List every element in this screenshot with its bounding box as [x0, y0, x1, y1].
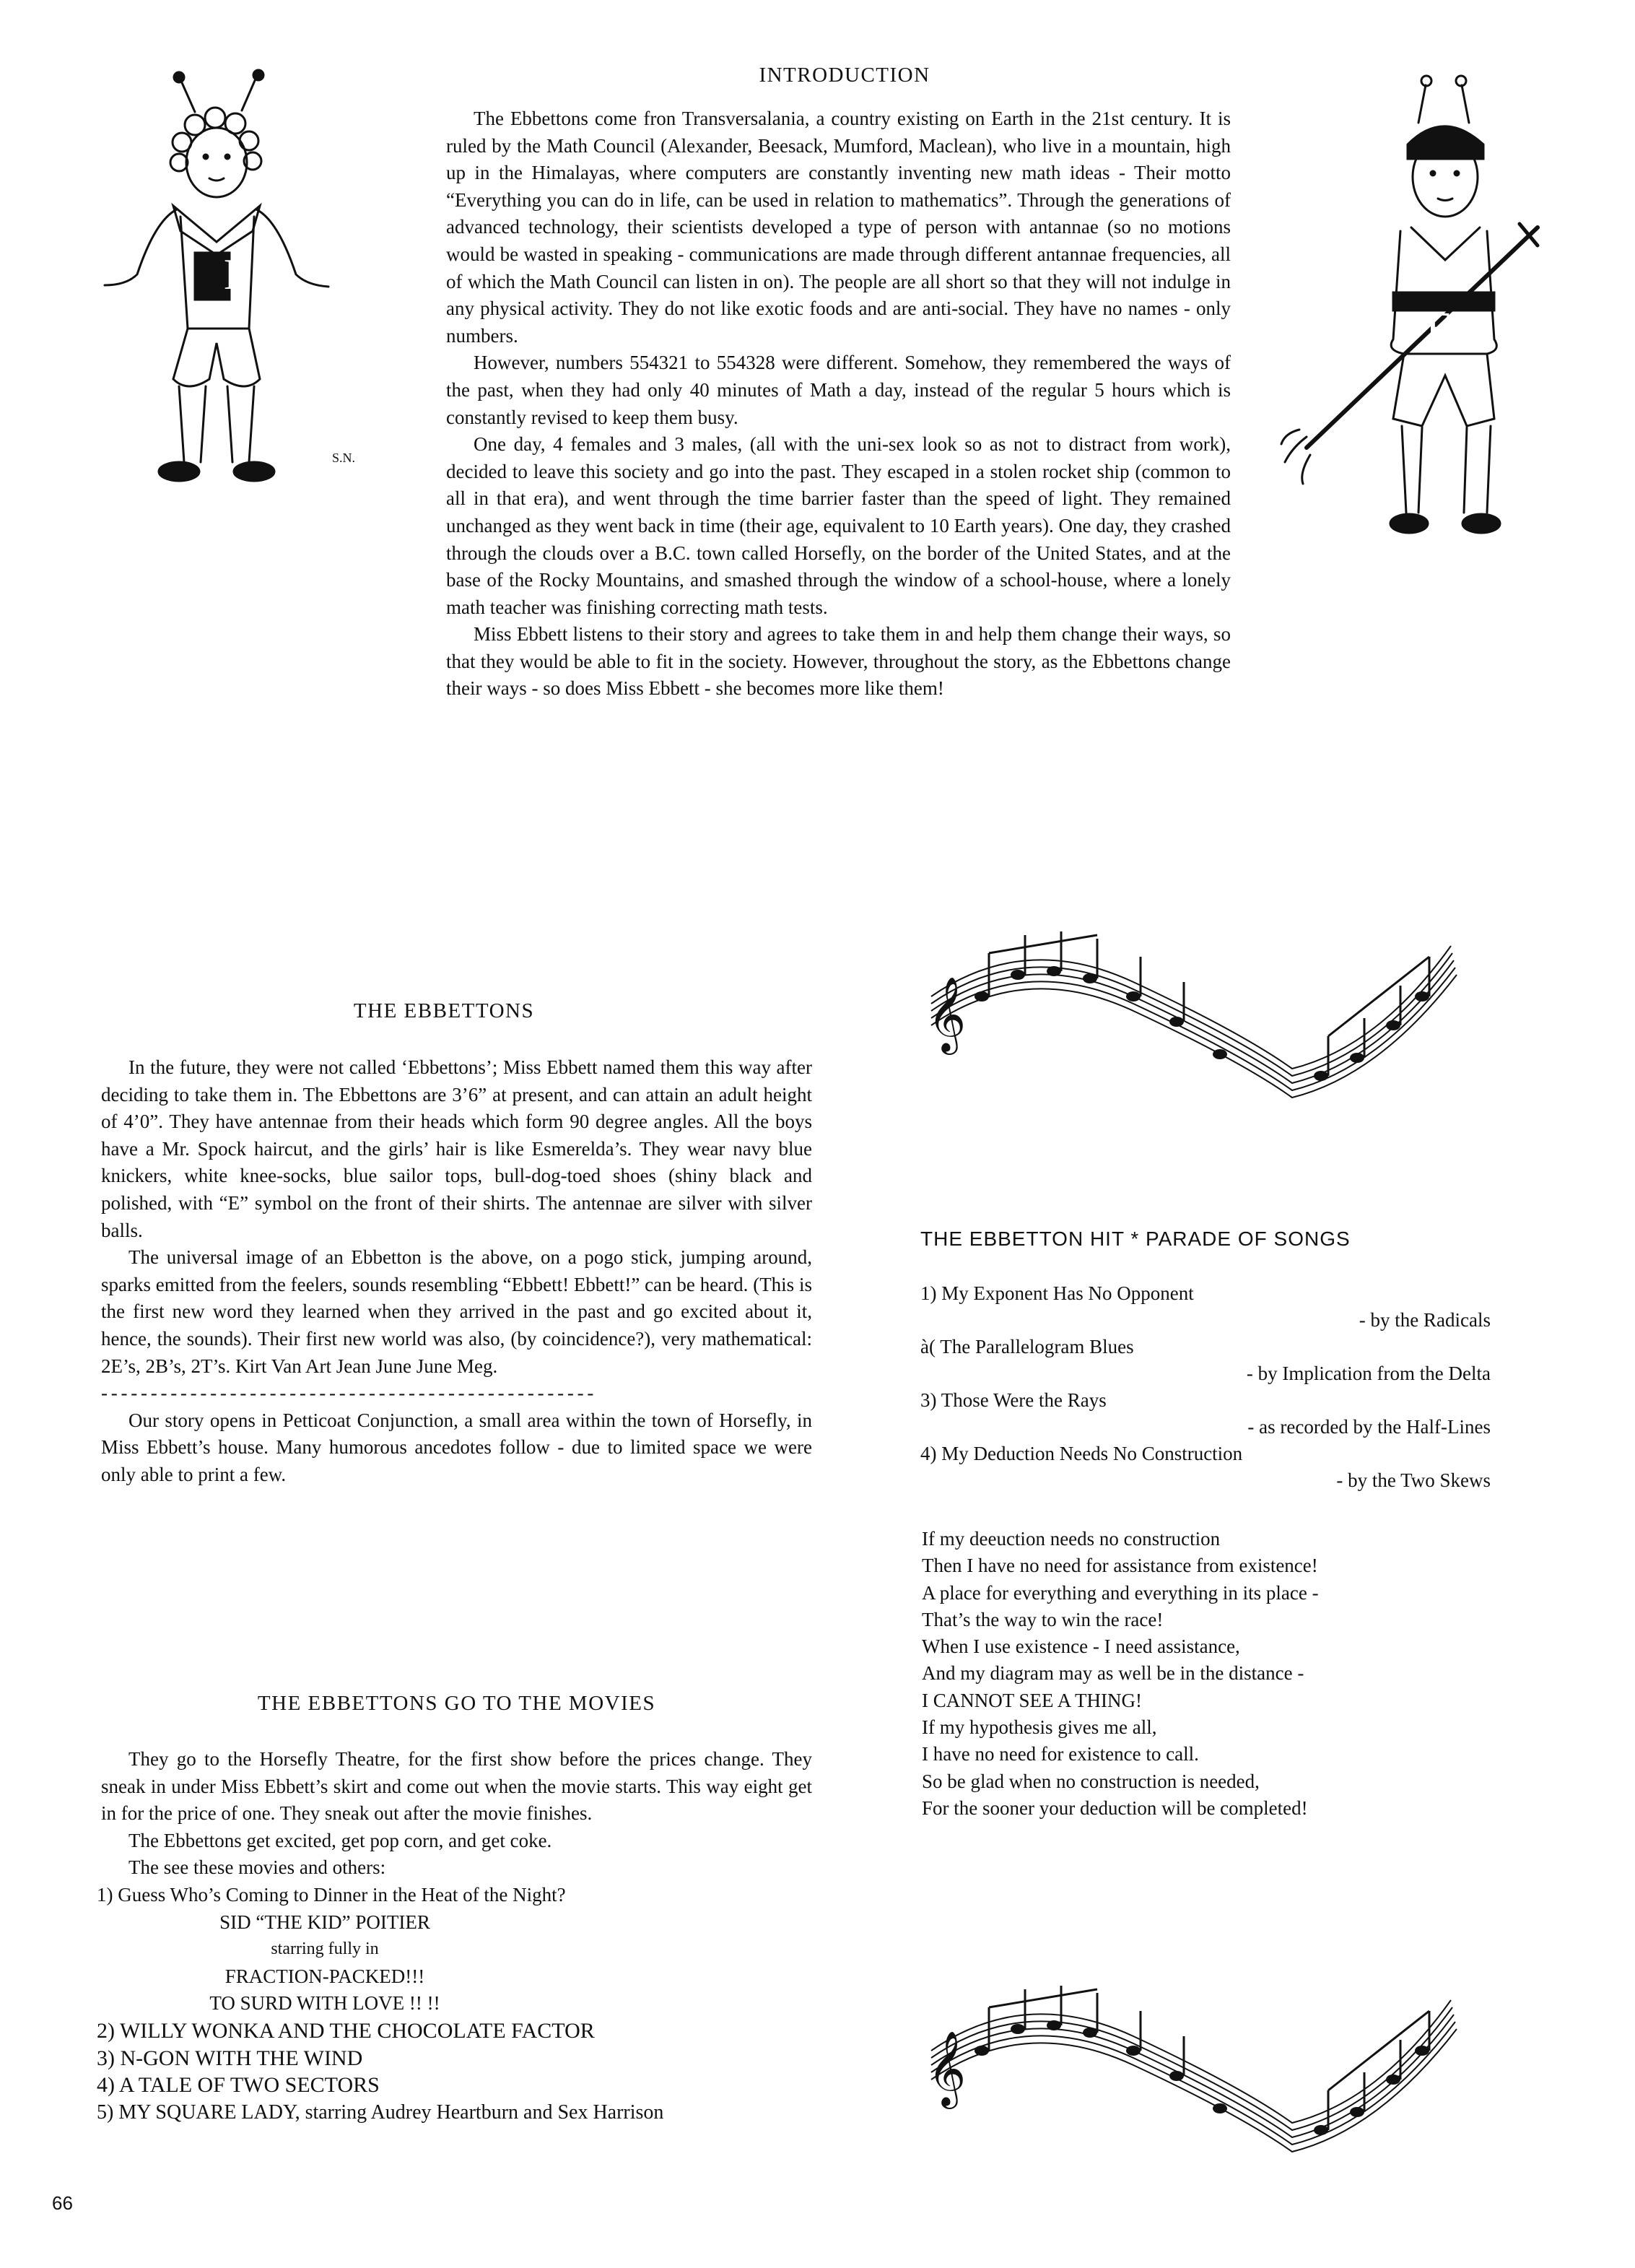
- lyric-line: I CANNOT SEE A THING!: [922, 1689, 1143, 1711]
- ebbettons-body: [101, 1054, 812, 1489]
- lyric-line: I have no need for existence to call.: [922, 1743, 1199, 1765]
- movie-item: 5) MY SQUARE LADY, starring Audrey Heartburn and Sex Harrison: [97, 2100, 664, 2124]
- movie-billing: [101, 1909, 549, 2017]
- introduction-body: [446, 105, 1231, 703]
- boy-chest-letter: E: [1426, 304, 1453, 353]
- music-staff-icon: [917, 1950, 1480, 2159]
- introduction-title: INTRODUCTION: [759, 64, 930, 87]
- lyric-line: Then I have no need for assistance from existence!: [922, 1555, 1318, 1577]
- lyric-line: And my diagram may as well be in the distance -: [922, 1662, 1304, 1685]
- introduction-paragraph: One day, 4 females and 3 males, (all with the uni-sex look so as not to distract from work), decided to leave this society and go into the past. They escaped in a stolen rocket ship (common to all in that era), and went through the time barrier faster than the speed of light. They remained unchanged as they went back in time (their age, equivalent to 10 Earth years). One day, they crashed through the clouds over a B.C. town called Horsefly, on the border of the United States, and at the base of the Rocky Mountains, and smashed through the window of a school-house, where a lonely math teacher was finishing correcting math tests.: [446, 433, 1231, 618]
- dashed-divider: - - - - - - - - - - - - - - - - - - - - - - - - - - - - - - - - - - - - - - - - - - - - - - - - - -: [101, 1382, 593, 1404]
- movies-body: [97, 1746, 812, 2126]
- page-number: 66: [52, 2192, 73, 2214]
- introduction-paragraph: Miss Ebbett listens to their story and agrees to take them in and help them change their ways, so that they would be able to fit in the society. However, throughout the story, as the Ebbettons change their ways - so does Miss Ebbett - she becomes more like them!: [446, 623, 1231, 700]
- song-artist: - by the Two Skews: [1336, 1469, 1491, 1491]
- billing-line: SID “THE KID” POITIER: [219, 1911, 430, 1933]
- introduction-paragraph: However, numbers 554321 to 554328 were different. Somehow, they remembered the ways of the past, when they had only 40 minutes of Math a day, instead of the regular 5 hours which is constantly revised to keep them busy.: [446, 352, 1231, 428]
- ebbettons-paragraph: The universal image of an Ebbetton is the above, on a pogo stick, jumping around, sparks emitted from the feelers, sounds resembling “Ebbett! Ebbett!” can be heard. (This is the first new word they learned when they arrived in the past and go excited about it, hence, the sounds). Their first new world was also, (by coincidence?), very mathematical: 2E’s, 2B’s, 2T’s. Kirt Van Art Jean June June Meg.: [101, 1246, 812, 1377]
- ebbettons-closing: Our story opens in Petticoat Conjunction, a small area within the town of Horsefly, in Miss Ebbett’s house. Many humorous ancedotes follow - due to limited space we were only able to print a few.: [101, 1409, 812, 1485]
- songs-list: [920, 1280, 1491, 1494]
- lyric-line: If my hypothesis gives me all,: [922, 1716, 1157, 1739]
- lyric-line: If my deeuction needs no construction: [922, 1528, 1221, 1550]
- lyric-line: For the sooner your deduction will be completed!: [922, 1796, 1308, 1819]
- song-artist: - by Implication from the Delta: [1246, 1363, 1491, 1384]
- ebbettons-paragraph: In the future, they were not called ‘Ebbettons’; Miss Ebbett named them this way after deciding to take them in. The Ebbettons are 3’6” at present, and can attain an adult height of 4’0”. They have antennae from their heads which form 90 degree angles. All the boys have a Mr. Spock haircut, and the girls’ hair is like Esmerelda’s. They wear navy blue knickers, white knee-socks, blue sailor tops, bull-dog-toed shoes (shiny black and polished, with “E” symbol on the front of their shirts. The antennae are silver with silver balls.: [101, 1056, 812, 1241]
- song-artist: - by the Radicals: [1359, 1309, 1491, 1331]
- song-title: 4) My Deduction Needs No Construction: [920, 1443, 1243, 1464]
- song-lyrics: [922, 1526, 1492, 1822]
- movies-paragraph: They go to the Horsefly Theatre, for the first show before the prices change. They sneak in under Miss Ebbett’s skirt and come out when the movie starts. This way eight get in for the price of one. They sneak out after the movie finishes.: [101, 1748, 812, 1825]
- movies-paragraph: The Ebbettons get excited, get pop corn, and get coke.: [128, 1829, 552, 1851]
- treble-clef-icon: 𝄞: [928, 976, 967, 1052]
- ebbetton-boy-pogo-drawing: [1278, 72, 1545, 570]
- music-staff-icon: [917, 903, 1480, 1105]
- lyric-line: That’s the way to win the race!: [922, 1608, 1164, 1630]
- movie-item: 4) A TALE OF TWO SECTORS: [97, 2073, 380, 2098]
- billing-line: starring fully in: [271, 1939, 379, 1959]
- billing-line: FRACTION-PACKED!!!: [224, 1965, 425, 1987]
- songs-title: THE EBBETTON HIT * PARADE OF SONGS: [920, 1228, 1351, 1250]
- girl-chest-letter: E: [224, 251, 250, 298]
- lyric-line: So be glad when no construction is needed,: [922, 1770, 1260, 1792]
- movie-item: 1) Guess Who’s Coming to Dinner in the Heat of the Night?: [97, 1883, 566, 1906]
- billing-line: TO SURD WITH LOVE !! !!: [209, 1992, 440, 2015]
- song-title: 1) My Exponent Has No Opponent: [920, 1282, 1194, 1304]
- movie-item: 3) N-GON WITH THE WIND: [97, 2046, 363, 2070]
- ebbettons-title: THE EBBETTONS: [353, 999, 535, 1022]
- ebbetton-girl-drawing: [87, 69, 375, 502]
- introduction-paragraph: The Ebbettons come fron Transversalania, a country existing on Earth in the 21st century. It is ruled by the Math Council (Alexander, Beesack, Mumford, Maclean), who live in a mountain, high up in the Himalayas, where computers are constantly inventing new math ideas - Their motto “Everything you can do in life, can be used in relation to mathematics”. Through the generations of advanced technology, their scientists developed a type of person with antannae (so no motions would be wasted in speaking - communications are made through different antannae frequencies, all of which the Math Council can listen in on). The people are all short so that they will not indulge in any physical activity. They do not like exotic foods and are anti-social. They have no names - only numbers.: [446, 108, 1231, 347]
- song-title: à( The Parallelogram Blues: [920, 1336, 1134, 1357]
- lyric-line: A place for everything and everything in its place -: [922, 1581, 1319, 1604]
- movies-paragraph: The see these movies and others:: [128, 1856, 386, 1879]
- artist-signature: S.N.: [332, 451, 356, 465]
- song-artist: - as recorded by the Half-Lines: [1247, 1416, 1491, 1438]
- movie-item: 2) WILLY WONKA AND THE CHOCOLATE FACTOR: [97, 2018, 595, 2043]
- song-title: 3) Those Were the Rays: [920, 1389, 1107, 1411]
- treble-clef-icon: 𝄞: [928, 2030, 967, 2106]
- movies-title: THE EBBETTONS GO TO THE MOVIES: [257, 1692, 656, 1715]
- lyric-line: When I use existence - I need assistance,: [922, 1635, 1240, 1658]
